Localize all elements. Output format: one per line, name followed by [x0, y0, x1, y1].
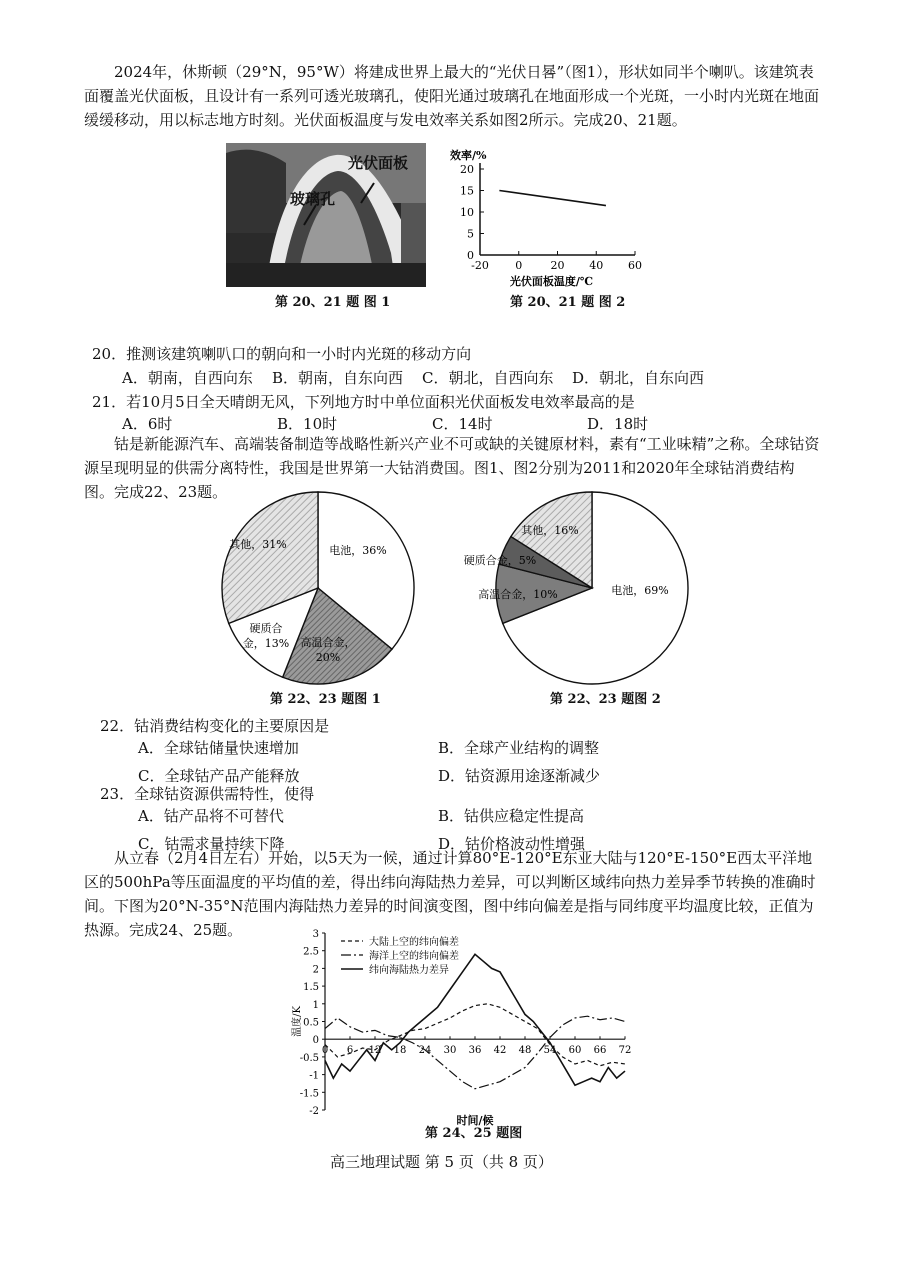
y-tick-label: 1	[312, 999, 319, 1011]
efficiency-chart	[440, 145, 650, 290]
question-22-options	[138, 736, 738, 788]
y-tick-label: 0.5	[303, 1017, 319, 1029]
pie-2011-caption: 第 22、23 题图 1	[270, 692, 381, 707]
x-tick-label: 60	[628, 259, 642, 272]
heat-chart-caption: 第 24、25 题图	[425, 1126, 523, 1141]
question-20-options	[122, 366, 822, 390]
q23-option-c[interactable]: C．钴需求量持续下降	[138, 835, 285, 853]
x-tick-label: 20	[550, 259, 565, 272]
pie-slice-label: 金，13%	[242, 637, 290, 650]
x-tick-label: 54	[543, 1045, 557, 1057]
pie-slice-label: 电池，36%	[329, 544, 387, 557]
y-tick-label: -1	[309, 1070, 319, 1082]
x-tick-label: 0	[515, 259, 523, 272]
x-tick-label: 24	[418, 1045, 432, 1057]
efficiency-line	[499, 191, 606, 206]
x-tick-label: 72	[618, 1045, 632, 1057]
pie-slice-label: 20%	[315, 651, 341, 664]
x-tick-label: 6	[346, 1045, 354, 1057]
y-tick-label: 2.5	[303, 946, 319, 958]
x-tick-label: 48	[518, 1045, 532, 1057]
y-axis-label: 温度/K	[292, 1006, 303, 1037]
page-footer: 高三地理试题 第 5 页（共 8 页）	[330, 1153, 553, 1171]
pie-slice-label: 高温合金，	[300, 636, 356, 649]
photo-label-hole: 玻璃孔	[290, 190, 336, 208]
x-tick-label: 42	[493, 1045, 507, 1057]
question-22-stem: 22．钴消费结构变化的主要原因是	[100, 717, 330, 735]
q23-option-b[interactable]: B．钴供应稳定性提高	[438, 807, 585, 825]
x-tick-label: 12	[368, 1045, 382, 1057]
q22-option-c[interactable]: C．全球钴产品产能释放	[138, 767, 300, 785]
legend-label-1: 大陆上空的纬向偏差	[369, 937, 459, 948]
pie-slice-label: 其他，16%	[521, 524, 579, 537]
x-tick-label: 18	[393, 1045, 407, 1057]
x-tick-label: 40	[589, 259, 604, 272]
question-21-stem: 21．若10月5日全天晴朗无风，下列地方时中单位面积光伏面板发电效率最高的是	[92, 393, 635, 411]
pie-slice-label: 硬质合金，5%	[463, 554, 537, 567]
q22-option-d[interactable]: D．钴资源用途逐渐减少	[438, 767, 601, 785]
y-tick-label: 20	[460, 163, 474, 176]
q21-option-b[interactable]: B．10时	[277, 415, 338, 433]
series-line-1	[325, 1004, 625, 1066]
pie-slice-label: 电池，69%	[611, 584, 669, 597]
intro-paragraph-3: 从立春（2月4日左右）开始，以5天为一候，通过计算80°E-120°E东亚大陆与120°E-150°E西太平洋地区的500hPa等压面温度的平均值的差，得出纬向海陆热力差异，可以判断区域纬向热力差异季节转换的准确时间。下图为20°N-35°N范围内海陆热力差异的时间演变图，图中纬向偏差是指与同纬度平均温度比较，正值为热源。完成24、25题。	[84, 849, 816, 939]
q23-option-a[interactable]: A．钴产品将不可替代	[138, 807, 284, 825]
x-tick-label: 30	[443, 1045, 457, 1057]
legend-label-2: 海洋上空的纬向偏差	[369, 951, 459, 962]
legend-label-3: 纬向海陆热力差异	[369, 965, 449, 976]
y-tick-label: 3	[312, 929, 319, 940]
y-tick-label: 10	[460, 206, 474, 219]
x-tick-label: 60	[568, 1045, 582, 1057]
intro-paragraph-2: 钴是新能源汽车、高端装备制造等战略性新兴产业不可或缺的关键原材料，素有“工业味精”之称。全球钴资源呈现明显的供需分离特性，我国是世界第一大钴消费国。图1、图2分别为2011和2020年全球钴消费结构图。完成22、23题。	[84, 435, 820, 501]
q20-option-d[interactable]: D．朝北，自东向西	[572, 369, 705, 387]
pie-slice-label: 硬质合	[249, 622, 283, 635]
y-tick-label: 2	[312, 964, 319, 976]
x-tick-label: 36	[468, 1045, 482, 1057]
q20-option-b[interactable]: B．朝南，自东向西	[272, 369, 404, 387]
y-tick-label: 0	[312, 1035, 319, 1047]
heat-difference-chart	[292, 925, 640, 1127]
pie-slice-label: 其他，31%	[229, 538, 287, 551]
q23-option-d[interactable]: D．钴价格波动性增强	[438, 835, 586, 853]
pie-slice-label: 高温合金，10%	[478, 588, 558, 601]
q21-option-a[interactable]: A．6时	[122, 415, 173, 433]
y-tick-label: 5	[467, 227, 474, 241]
q21-option-c[interactable]: C．14时	[432, 415, 493, 433]
y-axis-label: 效率/%	[450, 149, 487, 162]
cobalt-pie-2020	[463, 488, 720, 688]
efficiency-chart-caption: 第 20、21 题 图 2	[510, 295, 626, 310]
y-tick-label: 15	[460, 184, 474, 198]
y-tick-label: -2	[309, 1106, 319, 1117]
y-tick-label: -1.5	[299, 1088, 319, 1100]
question-23-stem: 23．全球钴资源供需特性，使得	[100, 785, 315, 803]
photo-label-panel: 光伏面板	[348, 154, 409, 172]
question-20-stem: 20．推测该建筑喇叭口的朝向和一小时内光斑的移动方向	[92, 345, 472, 363]
q21-option-d[interactable]: D．18时	[587, 415, 649, 433]
x-axis-label: 时间/候	[456, 1114, 494, 1127]
intro-paragraph-1: 2024年，休斯顿（29°N，95°W）将建成世界上最大的“光伏日晷”（图1），形状如同半个喇叭。该建筑表面覆盖光伏面板，且设计有一系列可透光玻璃孔，使阳光通过玻璃孔在地面形成一个光斑，一小时内光斑在地面缓缓移动，用以标志地方时刻。光伏面板温度与发电效率关系如图2所示。完成20、21题。	[84, 63, 820, 129]
q20-option-c[interactable]: C．朝北，自西向东	[422, 369, 554, 387]
cobalt-pie-2011	[218, 488, 418, 688]
q22-option-a[interactable]: A．全球钴储量快速增加	[138, 739, 299, 757]
y-tick-label: 0	[467, 249, 474, 262]
x-tick-label: 66	[593, 1045, 607, 1057]
q22-option-b[interactable]: B．全球产业结构的调整	[438, 739, 600, 757]
y-tick-label: -0.5	[299, 1052, 319, 1064]
x-tick-label: 0	[321, 1045, 329, 1057]
sundial-photo	[226, 143, 426, 287]
y-tick-label: 1.5	[303, 982, 319, 994]
q20-option-a[interactable]: A．朝南，自西向东	[122, 369, 253, 387]
x-axis-label: 光伏面板温度/℃	[509, 275, 594, 288]
photo-caption: 第 20、21 题 图 1	[275, 295, 391, 310]
pie-2020-caption: 第 22、23 题图 2	[550, 692, 661, 707]
x-tick-label: -20	[471, 259, 489, 272]
